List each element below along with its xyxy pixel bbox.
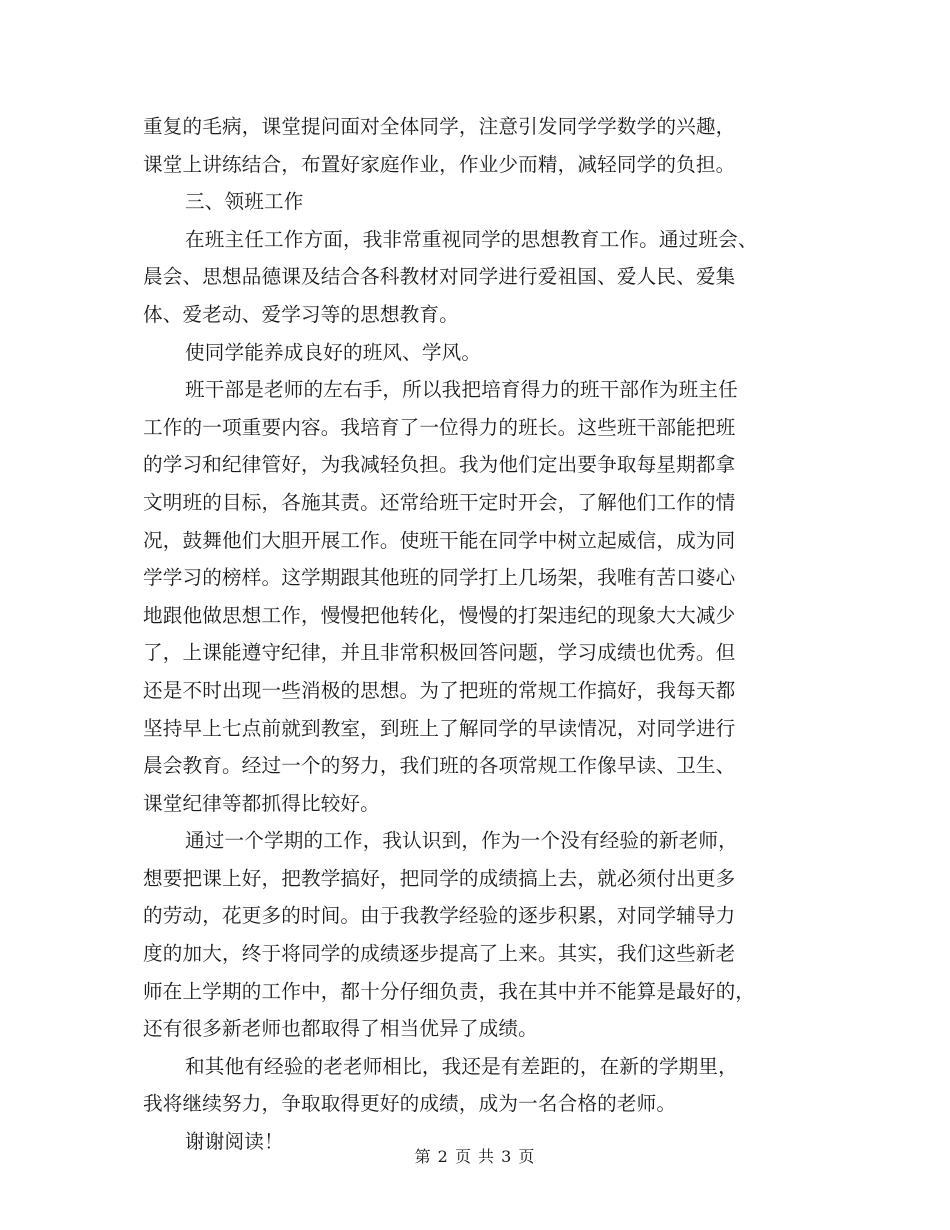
text-line: 在班主任工作方面，我非常重视同学的思想教育工作。通过班会、 [185, 227, 758, 251]
text-line: 坚持早上七点前就到教室，到班上了解同学的早读情况，对同学进行 [143, 716, 736, 740]
text-line: 和其他有经验的老老师相比，我还是有差距的，在新的学期里， [185, 1054, 738, 1078]
text-line: 度的加大，终于将同学的成绩逐步提高了上来。其实，我们这些新老 [143, 942, 736, 966]
text-line: 文明班的目标，各施其责。还常给班干定时开会，了解他们工作的情 [143, 490, 736, 514]
text-line: 我将继续努力，争取取得更好的成绩，成为一名合格的老师。 [143, 1092, 677, 1116]
text-line: 重复的毛病，课堂提问面对全体同学，注意引发同学学数学的兴趣， [143, 115, 736, 138]
text-line: 晨会教育。经过一个的努力，我们班的各项常规工作像早读、卫生、 [143, 754, 736, 778]
text-line: 的学习和纪律管好，为我减轻负担。我为他们定出要争取每星期都拿 [143, 453, 736, 477]
text-line: 师在上学期的工作中，都十分仔细负责，我在其中并不能算是最好的， [143, 979, 756, 1003]
text-line: 了，上课能遵守纪律，并且非常积极回答问题，学习成绩也优秀。但 [143, 641, 736, 665]
text-line: 还有很多新老师也都取得了相当优异了成绩。 [143, 1017, 538, 1041]
document-body [143, 108, 813, 1161]
text-line: 使同学能养成良好的班风、学风。 [185, 340, 482, 364]
text-line: 工作的一项重要内容。我培育了一位得力的班长。这些班干部能把班 [143, 415, 736, 439]
text-line: 的劳动，花更多的时间。由于我教学经验的逐步积累，对同学辅导力 [143, 904, 736, 928]
text-line: 地跟他做思想工作，慢慢把他转化，慢慢的打架违纪的现象大大减少 [143, 603, 736, 627]
text-line: 还是不时出现一些消极的思想。为了把班的常规工作搞好，我每天都 [143, 678, 736, 702]
text-line: 三、领班工作 [185, 190, 304, 214]
text-line: 课堂上讲练结合，布置好家庭作业，作业少而精，减轻同学的负担。 [143, 152, 736, 176]
text-line: 班干部是老师的左右手，所以我把培育得力的班干部作为班主任 [185, 378, 738, 402]
page-footer: 第 2 页 共 3 页 [414, 1147, 536, 1166]
text-line: 课堂纪律等都抓得比较好。 [143, 791, 380, 815]
text-line: 况，鼓舞他们大胆开展工作。使班干能在同学中树立起威信，成为同 [143, 528, 736, 552]
text-line: 想要把课上好，把教学搞好，把同学的成绩搞上去，就必须付出更多 [143, 866, 736, 890]
text-line: 通过一个学期的工作，我认识到，作为一个没有经验的新老师， [185, 829, 738, 853]
text-line: 谢谢阅读！ [185, 1130, 284, 1154]
text-line: 体、爱老动、爱学习等的思想教育。 [143, 302, 459, 326]
text-line: 学学习的榜样。这学期跟其他班的同学打上几场架，我唯有苦口婆心 [143, 566, 736, 590]
text-line: 晨会、思想品德课及结合各科教材对同学进行爱祖国、爱人民、爱集 [143, 265, 736, 289]
